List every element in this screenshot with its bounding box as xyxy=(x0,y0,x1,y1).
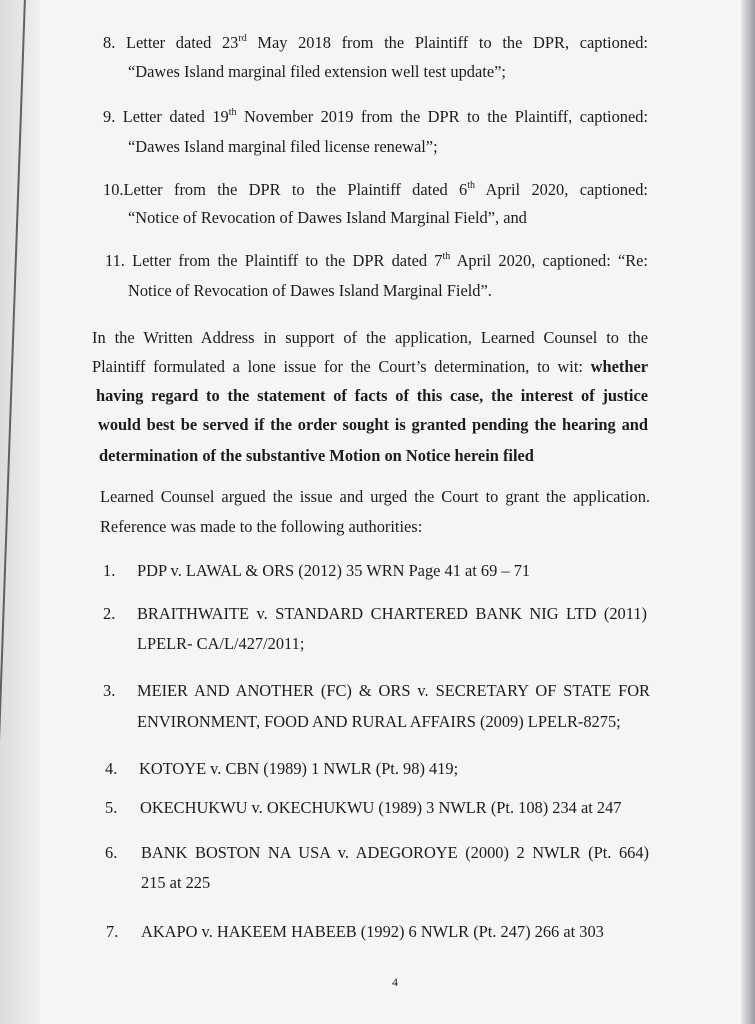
authority-number: 5. xyxy=(105,798,118,817)
text-segment: In the Written Address in support of the application, Learned Counsel to the xyxy=(92,328,648,347)
argument-paragraph-line xyxy=(100,487,650,507)
text-segment: Notice of Revocation of Dawes Island Marginal Field”. xyxy=(128,281,492,300)
superscript: th xyxy=(467,180,476,191)
item-9-line xyxy=(128,137,438,157)
superscript: rd xyxy=(238,33,247,44)
superscript: th xyxy=(442,251,451,262)
page-number: 4 xyxy=(392,975,398,989)
text-segment: 11. Letter from the Plaintiff to the DPR dated 7 xyxy=(105,251,443,270)
written-address-paragraph-line xyxy=(98,415,648,435)
item-10-line xyxy=(103,180,648,200)
text-segment: “Dawes Island marginal filed license renewal”; xyxy=(128,137,438,156)
text-segment: May 2018 from the Plaintiff to the DPR, captioned: xyxy=(246,33,648,52)
item-10-line xyxy=(128,208,527,228)
written-address-paragraph-line xyxy=(99,446,534,466)
bold-text: would best be served if the order sought is granted pending the hearing and xyxy=(98,415,648,434)
text-segment: 8. Letter dated 23 xyxy=(103,33,239,52)
written-address-paragraph-line xyxy=(92,328,648,348)
page-shadow-right xyxy=(741,0,755,1024)
item-8-line xyxy=(128,62,506,82)
text-segment: Plaintiff formulated a lone issue for the Court’s determination, to wit: xyxy=(92,357,591,376)
text-segment: Learned Counsel argued the issue and urged the Court to grant the application. xyxy=(100,487,650,506)
authority-number: 4. xyxy=(105,759,118,778)
authority-citation: LPELR- CA/L/427/2011; xyxy=(137,634,305,653)
item-8-line xyxy=(103,33,648,53)
text-segment: April 2020, captioned: “Re: xyxy=(450,251,648,270)
authority-citation: MEIER AND ANOTHER (FC) & ORS v. SECRETARY OF STATE FOR xyxy=(137,681,650,700)
authority-citation: KOTOYE v. CBN (1989) 1 NWLR (Pt. 98) 419; xyxy=(139,759,459,778)
text-segment: November 2019 from the DPR to the Plaintiff, captioned: xyxy=(236,107,648,126)
authority-number: 3. xyxy=(103,681,116,700)
authority-number: 7. xyxy=(106,922,119,941)
authority-citation: BANK BOSTON NA USA v. ADEGOROYE (2000) 2 NWLR (Pt. 664) xyxy=(141,843,649,862)
text-segment: 9. Letter dated 19 xyxy=(103,107,229,126)
written-address-paragraph-line xyxy=(92,357,648,377)
item-11-line xyxy=(128,281,492,301)
superscript: th xyxy=(228,107,237,118)
written-address-paragraph-line xyxy=(96,386,648,406)
text-segment: “Notice of Revocation of Dawes Island Marginal Field”, and xyxy=(128,208,527,227)
authority-number: 6. xyxy=(105,843,118,862)
bold-text: whether xyxy=(590,357,648,376)
authority-number: 1. xyxy=(103,561,116,580)
authority-number: 2. xyxy=(103,604,116,623)
text-segment: Reference was made to the following authorities: xyxy=(100,517,423,536)
argument-paragraph-line xyxy=(100,517,422,537)
authority-citation: PDP v. LAWAL & ORS (2012) 35 WRN Page 41 at 69 – 71 xyxy=(137,561,531,580)
authority-citation: OKECHUKWU v. OKECHUKWU (1989) 3 NWLR (Pt. 108) 234 at 247 xyxy=(140,798,622,817)
authority-citation: ENVIRONMENT, FOOD AND RURAL AFFAIRS (2009) LPELR-8275; xyxy=(137,712,621,731)
item-9-line xyxy=(103,107,648,127)
authority-citation: 215 at 225 xyxy=(141,873,211,892)
bold-text: having regard to the statement of facts of this case, the interest of justice xyxy=(96,386,648,405)
text-segment: “Dawes Island marginal filed extension well test update”; xyxy=(128,62,506,81)
item-11-line xyxy=(105,251,648,271)
text-segment: 10.Letter from the DPR to the Plaintiff dated 6 xyxy=(103,180,468,199)
authority-citation: BRAITHWAITE v. STANDARD CHARTERED BANK NIG LTD (2011) xyxy=(137,604,647,623)
authority-citation: AKAPO v. HAKEEM HABEEB (1992) 6 NWLR (Pt. 247) 266 at 303 xyxy=(141,922,604,941)
bold-text: determination of the substantive Motion on Notice herein filed xyxy=(99,446,534,465)
text-segment: April 2020, captioned: xyxy=(475,180,648,199)
